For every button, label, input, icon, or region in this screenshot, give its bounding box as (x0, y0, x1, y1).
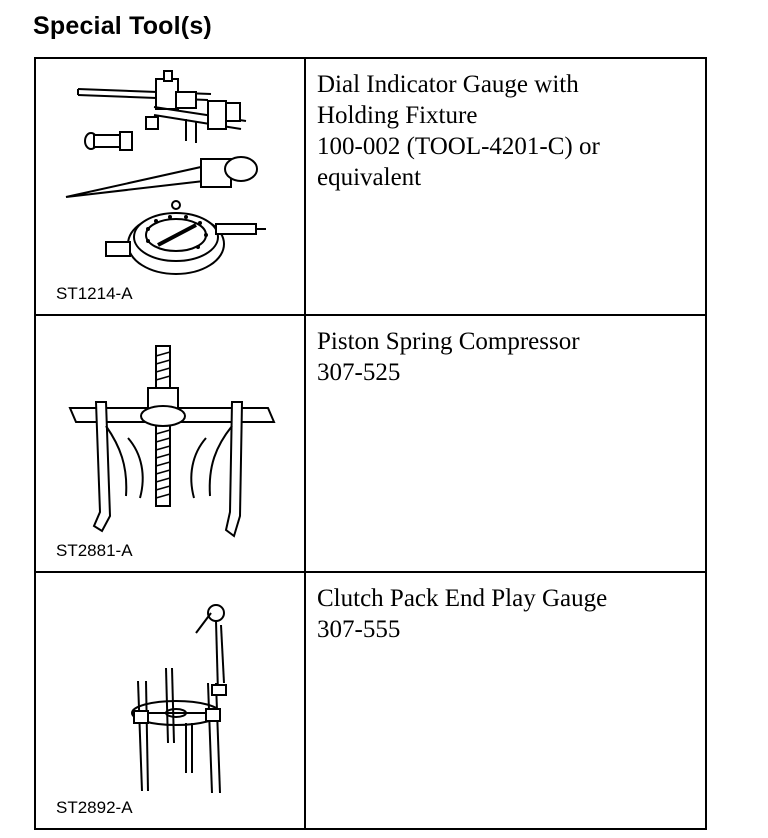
description-line: equivalent (317, 164, 422, 191)
tool-image-cell (35, 315, 305, 572)
description-line: 307-525 (317, 359, 401, 386)
tool-description-cell (305, 572, 706, 829)
tool-code: ST1214-A (56, 284, 133, 303)
spring-compressor-icon (36, 316, 304, 571)
tool-code: ST2892-A (56, 798, 133, 817)
description-line: Dial Indicator Gauge with (317, 71, 579, 98)
tool-description (306, 59, 705, 193)
description-line: 100-002 (TOOL-4201-C) or (317, 133, 600, 160)
end-play-gauge-icon (36, 573, 304, 828)
table-row (35, 572, 706, 829)
dial-indicator-gauge-icon (36, 59, 304, 314)
table-row (35, 58, 706, 315)
tool-image-cell (35, 58, 305, 315)
tool-description-cell (305, 315, 706, 572)
tool-description (306, 573, 705, 645)
table-row (35, 315, 706, 572)
page-title: Special Tool(s) (33, 12, 212, 40)
tool-image-cell (35, 572, 305, 829)
tool-description-cell (305, 58, 706, 315)
description-line: Holding Fixture (317, 102, 478, 129)
description-line: Piston Spring Compressor (317, 328, 580, 355)
description-line: 307-555 (317, 616, 401, 643)
tool-code: ST2881-A (56, 541, 133, 560)
description-line: Clutch Pack End Play Gauge (317, 585, 608, 612)
tool-description (306, 316, 705, 388)
special-tools-table (34, 57, 707, 830)
